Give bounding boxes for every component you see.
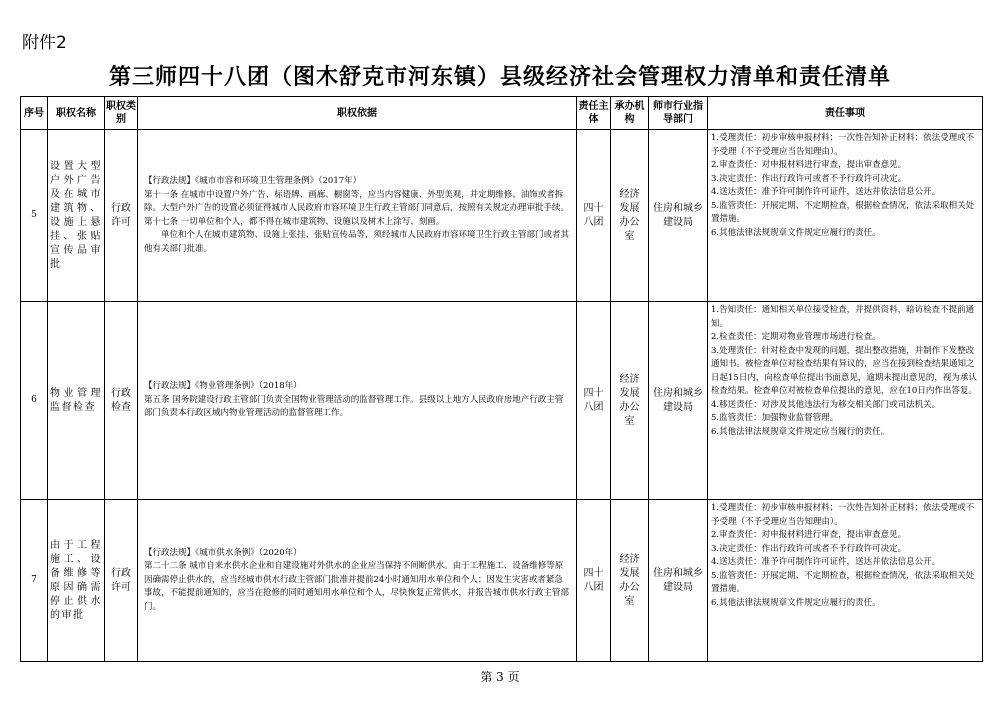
duty-line: 1.受理责任：初步审核申报材料；一次性告知补正材料；依法受理或不予受理（不予受理应当告知理由）。	[711, 503, 975, 527]
row-org: 经济发展办公室	[611, 130, 649, 302]
duty-line: 2.审查责任：对申报材料进行审查，提出审查意见。	[711, 530, 907, 540]
basis-line: 第十一条 在城市中设置户外广告、标语牌、画廊、橱窗等，应当内容健康、外型美观，并定期维修、油饰或者拆除。大型户外广告的设置必须征得城市人民政府市容环境卫生行政主管部门同意后，按照有关规定办理审批手续。	[144, 189, 570, 213]
row-subject: 四十八团	[577, 130, 611, 302]
table-row	[21, 302, 983, 500]
basis-line: 第五条 国务院建设行政主管部门负责全国物业管理活动的监督管理工作。县级以上地方人民政府房地产行政主管部门负责本行政区域内物业管理活动的监督管理工作。	[144, 394, 564, 419]
power-list-table	[20, 96, 983, 662]
row-basis	[138, 302, 577, 500]
duty-line: 4.送达责任：准予许可制作许可证件，送达并依法信息公开。	[711, 557, 941, 567]
duty-line: 3.决定责任：作出行政许可或者不予行政许可决定。	[711, 173, 907, 184]
table-row	[21, 500, 983, 662]
basis-line: 第十七条 一切单位和个人，都不得在城市建筑物、设施以及树木上涂写、刻画。	[144, 216, 445, 227]
duty-line: 5.监管责任：加强物业监督管理。	[711, 413, 839, 423]
duty-line: 3.处理责任：针对检查中发现的问题，提出整改措施，并制作下发整改通知书。被检查单位对检查结果有异议的，应当在接到检查结果通知之日起15日内，向检查单位提出书面意见，逾期未提出意见的，视为承认检查结果。检查单位对被检查单位提出的意见，应在10日内作出答复。	[711, 345, 977, 396]
header-basis: 职权依据	[138, 97, 577, 130]
duty-line: 4.移送责任：对涉及其他违法行为移交相关部门或司法机关。	[711, 399, 941, 410]
basis-line: 【行政法规】《城市市容和环境卫生管理条例》（2017年）	[144, 176, 362, 186]
row-duties	[708, 302, 983, 500]
duty-line: 1.告知责任：通知相关单位接受检查，并提供资料，暗访检查不提前通知。	[711, 305, 975, 329]
row-power-name: 设置大型户外广告及在城市建筑物、设施上悬挂、张贴宣传品审批	[48, 130, 105, 302]
basis-line: 【行政法规】《城市供水条例》（2020年）	[144, 547, 302, 558]
row-category: 行政许可	[105, 130, 138, 302]
duty-line: 5.监管责任：开展定期、不定期检查，根据检查情况，依法采取相关处置措施。	[711, 200, 975, 224]
header-category: 职权类别	[105, 97, 138, 130]
row-seq: 7	[21, 500, 48, 662]
row-guide: 住房和城乡建设局	[649, 302, 708, 500]
duty-line: 6.其他法律法规规章文件规定应履行的责任。	[711, 227, 881, 238]
row-duties	[708, 130, 983, 302]
duty-line: 5.监管责任：开展定期、不定期检查，根据检查情况，依法采取相关处置措施。	[711, 570, 975, 594]
row-guide: 住房和城乡建设局	[649, 130, 708, 302]
row-seq: 6	[21, 302, 48, 500]
row-subject: 四十八团	[577, 302, 611, 500]
duty-line: 6.其他法律法规规章文件规定应履行的责任。	[711, 597, 881, 608]
page-title: 第三师四十八团（图木舒克市河东镇）县级经济社会管理权力清单和责任清单	[108, 65, 891, 90]
row-basis	[138, 130, 577, 302]
row-power-name: 物业管理监督检查	[48, 302, 105, 500]
duty-line: 2.检查责任：定期对物业管理市场进行检查。	[711, 332, 881, 342]
row-org: 经济发展办公室	[611, 302, 649, 500]
row-category: 行政许可	[105, 500, 138, 662]
row-guide: 住房和城乡建设局	[649, 500, 708, 662]
row-seq: 5	[21, 130, 48, 302]
header-duties: 责任事项	[708, 97, 983, 130]
row-duties	[708, 500, 983, 662]
header-guide: 师市行业指导部门	[649, 97, 708, 130]
duty-line: 1.受理责任：初步审核申报材料；一次性告知补正材料；依法受理或不予受理（不予受理应当告知理由）。	[711, 133, 975, 157]
row-subject: 四十八团	[577, 500, 611, 662]
header-seq: 序号	[21, 97, 48, 130]
row-basis	[138, 500, 577, 662]
basis-line: 【行政法规】《物业管理条例》（2018年）	[144, 381, 302, 392]
row-category: 行政检查	[105, 302, 138, 500]
duty-line: 6.其他法律法规规章文件规定应当履行的责任。	[711, 426, 890, 437]
duty-line: 4.送达责任：准予许可制作许可证件，送达并依法信息公开。	[711, 187, 941, 197]
table-row	[21, 130, 983, 302]
attachment-label: 附件2	[22, 33, 67, 53]
page-number: 第 3 页	[480, 670, 520, 684]
header-name: 职权名称	[48, 97, 105, 130]
header-org: 承办机构	[611, 97, 649, 130]
table-header-row	[21, 97, 983, 130]
duty-line: 2.审查责任：对申报材料进行审查，提出审查意见。	[711, 160, 907, 170]
basis-line: 单位和个人在城市建筑物、设施上张挂、张贴宣传品等，须经城市人民政府市容环境卫生行政主管部门或者其他有关部门批准。	[144, 230, 570, 254]
basis-line: 第二十二条 城市自来水供水企业和自建设施对外供水的企业应当保持不间断供水。由于工程施工、设备维修等原因确需停止供水的，应当经城市供水行政主管部门批准并提前24小时通知用水单位和个人；因发生灾害或者紧急事故，不能提前通知的，应当在抢修的同时通知用水单位和个人，尽快恢复正常供水，并报告城市供水行政主管部门。	[144, 561, 570, 612]
header-subject: 责任主体	[577, 97, 611, 130]
duty-line: 3.决定责任：作出行政许可或者不予行政许可决定。	[711, 543, 907, 554]
row-org: 经济发展办公室	[611, 500, 649, 662]
row-power-name: 由于工程施工、设备维修等原因确需停止供水的审批	[48, 500, 105, 662]
